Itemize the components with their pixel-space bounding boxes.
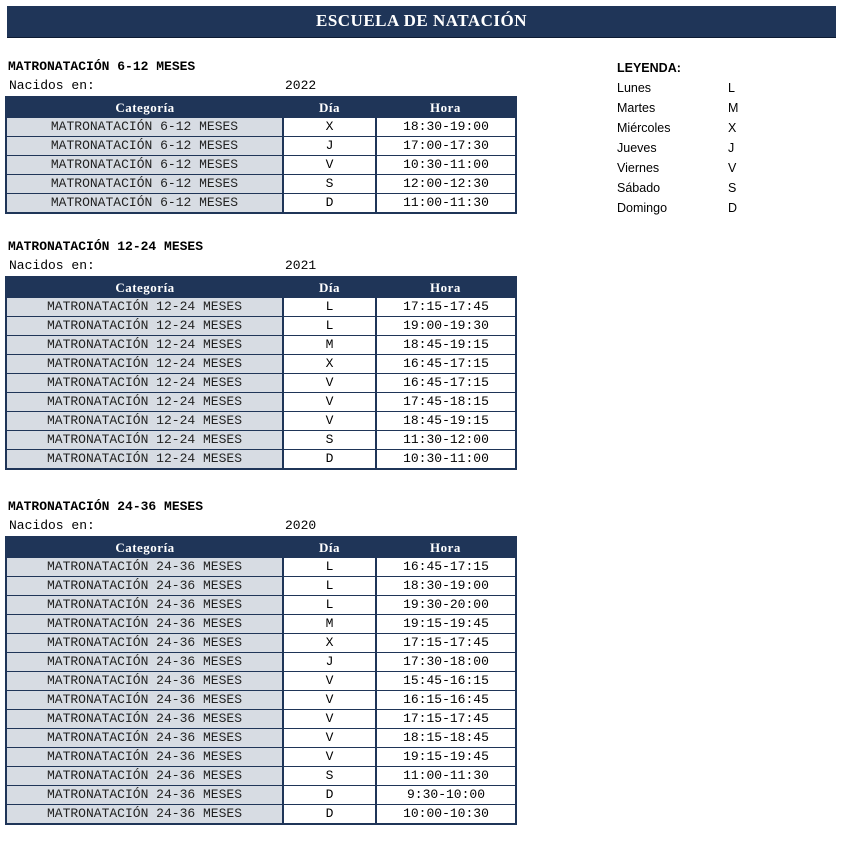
section-12-24	[5, 237, 515, 470]
legend-abbr: M	[728, 101, 739, 115]
legend-day: Miércoles	[617, 121, 671, 135]
cell-categoria: MATRONATACIÓN 12-24 MESES	[6, 374, 283, 393]
table-row	[6, 748, 516, 767]
cell-dia: L	[283, 317, 376, 336]
section-6-12	[5, 57, 515, 214]
schedule-table	[5, 276, 517, 470]
cell-categoria: MATRONATACIÓN 12-24 MESES	[6, 317, 283, 336]
born-year: 2020	[285, 518, 317, 533]
legend-item	[617, 118, 777, 138]
cell-dia: X	[283, 118, 376, 137]
cell-categoria: MATRONATACIÓN 24-36 MESES	[6, 672, 283, 691]
cell-categoria: MATRONATACIÓN 24-36 MESES	[6, 691, 283, 710]
cell-categoria: MATRONATACIÓN 6-12 MESES	[6, 175, 283, 194]
legend-item	[617, 158, 777, 178]
cell-hora: 17:00-17:30	[376, 137, 516, 156]
cell-hora: 17:30-18:00	[376, 653, 516, 672]
table-row	[6, 691, 516, 710]
table-row	[6, 710, 516, 729]
cell-hora: 16:15-16:45	[376, 691, 516, 710]
table-row	[6, 355, 516, 374]
cell-dia: S	[283, 767, 376, 786]
cell-hora: 18:45-19:15	[376, 412, 516, 431]
cell-hora: 10:00-10:30	[376, 805, 516, 825]
cell-categoria: MATRONATACIÓN 24-36 MESES	[6, 767, 283, 786]
cell-dia: V	[283, 691, 376, 710]
table-row	[6, 767, 516, 786]
cell-categoria: MATRONATACIÓN 6-12 MESES	[6, 194, 283, 214]
cell-hora: 12:00-12:30	[376, 175, 516, 194]
cell-categoria: MATRONATACIÓN 24-36 MESES	[6, 634, 283, 653]
section-24-36	[5, 497, 515, 825]
legend-day: Viernes	[617, 161, 660, 175]
table-row	[6, 431, 516, 450]
cell-hora: 16:45-17:15	[376, 374, 516, 393]
cell-dia: X	[283, 355, 376, 374]
cell-dia: D	[283, 194, 376, 214]
cell-hora: 11:00-11:30	[376, 194, 516, 214]
cell-categoria: MATRONATACIÓN 24-36 MESES	[6, 805, 283, 825]
cell-dia: M	[283, 615, 376, 634]
table-row	[6, 672, 516, 691]
legend-abbr: J	[728, 141, 735, 155]
cell-categoria: MATRONATACIÓN 24-36 MESES	[6, 710, 283, 729]
table-row	[6, 786, 516, 805]
cell-categoria: MATRONATACIÓN 12-24 MESES	[6, 412, 283, 431]
legend-day: Lunes	[617, 81, 652, 95]
section-title: MATRONATACIÓN 12-24 MESES	[8, 239, 204, 254]
cell-hora: 19:15-19:45	[376, 748, 516, 767]
cell-categoria: MATRONATACIÓN 24-36 MESES	[6, 748, 283, 767]
table-row	[6, 653, 516, 672]
cell-hora: 17:15-17:45	[376, 634, 516, 653]
cell-hora: 16:45-17:15	[376, 355, 516, 374]
legend-item	[617, 138, 777, 158]
section-title: MATRONATACIÓN 24-36 MESES	[8, 499, 204, 514]
born-year: 2021	[285, 258, 317, 273]
cell-hora: 19:30-20:00	[376, 596, 516, 615]
table-row	[6, 615, 516, 634]
cell-dia: S	[283, 175, 376, 194]
cell-categoria: MATRONATACIÓN 6-12 MESES	[6, 137, 283, 156]
legend-item	[617, 98, 777, 118]
header-hora: Hora	[376, 537, 516, 558]
cell-hora: 11:30-12:00	[376, 431, 516, 450]
cell-hora: 16:45-17:15	[376, 558, 516, 577]
header-dia: Día	[283, 97, 376, 118]
table-row	[6, 374, 516, 393]
born-line	[5, 76, 515, 96]
cell-dia: L	[283, 577, 376, 596]
cell-categoria: MATRONATACIÓN 24-36 MESES	[6, 786, 283, 805]
cell-dia: V	[283, 710, 376, 729]
cell-categoria: MATRONATACIÓN 6-12 MESES	[6, 156, 283, 175]
page-title: ESCUELA DE NATACIÓN	[7, 6, 836, 38]
table-row	[6, 393, 516, 412]
legend-title: LEYENDA:	[617, 61, 681, 75]
cell-dia: V	[283, 412, 376, 431]
cell-dia: S	[283, 431, 376, 450]
cell-categoria: MATRONATACIÓN 24-36 MESES	[6, 653, 283, 672]
born-label: Nacidos en:	[9, 258, 95, 273]
cell-hora: 19:00-19:30	[376, 317, 516, 336]
table-row	[6, 805, 516, 825]
cell-dia: D	[283, 786, 376, 805]
table-row	[6, 634, 516, 653]
cell-hora: 18:15-18:45	[376, 729, 516, 748]
cell-hora: 15:45-16:15	[376, 672, 516, 691]
cell-hora: 19:15-19:45	[376, 615, 516, 634]
legend	[617, 58, 777, 218]
table-row	[6, 317, 516, 336]
cell-categoria: MATRONATACIÓN 24-36 MESES	[6, 615, 283, 634]
cell-categoria: MATRONATACIÓN 12-24 MESES	[6, 393, 283, 412]
table-row	[6, 412, 516, 431]
legend-item	[617, 178, 777, 198]
cell-dia: V	[283, 729, 376, 748]
born-year: 2022	[285, 78, 317, 93]
table-header-row	[6, 537, 516, 558]
cell-dia: D	[283, 805, 376, 825]
cell-hora: 18:45-19:15	[376, 336, 516, 355]
cell-dia: V	[283, 672, 376, 691]
cell-dia: X	[283, 634, 376, 653]
cell-dia: J	[283, 653, 376, 672]
legend-day: Sábado	[617, 181, 661, 195]
legend-item	[617, 198, 777, 218]
cell-dia: J	[283, 137, 376, 156]
legend-day: Domingo	[617, 201, 668, 215]
table-header-row	[6, 97, 516, 118]
cell-dia: L	[283, 596, 376, 615]
born-line	[5, 256, 515, 276]
legend-day: Jueves	[617, 141, 657, 155]
cell-categoria: MATRONATACIÓN 6-12 MESES	[6, 118, 283, 137]
cell-hora: 10:30-11:00	[376, 450, 516, 470]
cell-categoria: MATRONATACIÓN 12-24 MESES	[6, 298, 283, 317]
table-row	[6, 558, 516, 577]
cell-dia: L	[283, 558, 376, 577]
cell-hora: 11:00-11:30	[376, 767, 516, 786]
table-row	[6, 729, 516, 748]
header-dia: Día	[283, 277, 376, 298]
legend-abbr: L	[728, 81, 735, 95]
born-label: Nacidos en:	[9, 78, 95, 93]
cell-categoria: MATRONATACIÓN 12-24 MESES	[6, 355, 283, 374]
cell-dia: D	[283, 450, 376, 470]
born-label: Nacidos en:	[9, 518, 95, 533]
cell-hora: 17:15-17:45	[376, 710, 516, 729]
cell-dia: V	[283, 156, 376, 175]
legend-item	[617, 78, 777, 98]
cell-dia: V	[283, 393, 376, 412]
table-row	[6, 336, 516, 355]
cell-hora: 10:30-11:00	[376, 156, 516, 175]
table-row	[6, 194, 516, 214]
legend-abbr: S	[728, 181, 737, 195]
legend-abbr: V	[728, 161, 737, 175]
header-categoria: Categoría	[6, 537, 283, 558]
header-categoria: Categoría	[6, 277, 283, 298]
cell-categoria: MATRONATACIÓN 12-24 MESES	[6, 336, 283, 355]
table-row	[6, 118, 516, 137]
cell-categoria: MATRONATACIÓN 12-24 MESES	[6, 431, 283, 450]
table-row	[6, 137, 516, 156]
cell-dia: V	[283, 374, 376, 393]
cell-dia: V	[283, 748, 376, 767]
header-categoria: Categoría	[6, 97, 283, 118]
legend-day: Martes	[617, 101, 656, 115]
table-row	[6, 156, 516, 175]
cell-hora: 17:45-18:15	[376, 393, 516, 412]
cell-hora: 18:30-19:00	[376, 577, 516, 596]
section-title: MATRONATACIÓN 6-12 MESES	[8, 59, 196, 74]
legend-abbr: X	[728, 121, 737, 135]
cell-categoria: MATRONATACIÓN 24-36 MESES	[6, 596, 283, 615]
table-row	[6, 450, 516, 470]
header-hora: Hora	[376, 97, 516, 118]
cell-categoria: MATRONATACIÓN 24-36 MESES	[6, 577, 283, 596]
table-row	[6, 175, 516, 194]
schedule-table	[5, 536, 517, 825]
cell-hora: 18:30-19:00	[376, 118, 516, 137]
cell-categoria: MATRONATACIÓN 24-36 MESES	[6, 729, 283, 748]
schedule-table	[5, 96, 517, 214]
table-header-row	[6, 277, 516, 298]
cell-categoria: MATRONATACIÓN 12-24 MESES	[6, 450, 283, 470]
cell-dia: L	[283, 298, 376, 317]
table-row	[6, 577, 516, 596]
cell-hora: 9:30-10:00	[376, 786, 516, 805]
legend-abbr: D	[728, 201, 738, 215]
header-hora: Hora	[376, 277, 516, 298]
born-line	[5, 516, 515, 536]
table-row	[6, 298, 516, 317]
cell-hora: 17:15-17:45	[376, 298, 516, 317]
cell-dia: M	[283, 336, 376, 355]
cell-categoria: MATRONATACIÓN 24-36 MESES	[6, 558, 283, 577]
header-dia: Día	[283, 537, 376, 558]
table-row	[6, 596, 516, 615]
